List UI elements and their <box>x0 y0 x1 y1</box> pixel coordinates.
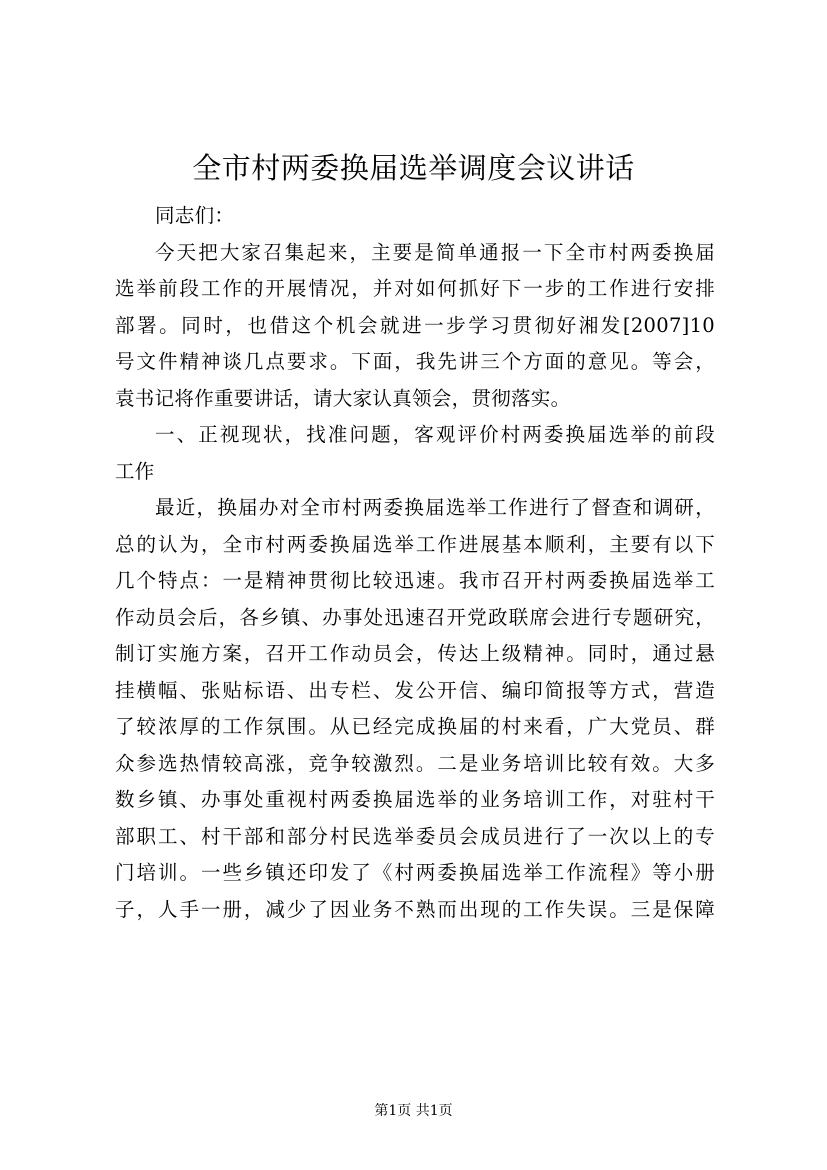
document-body <box>115 198 715 928</box>
text-line: 同志们： <box>155 204 235 227</box>
text-line: 号文件精神谈几点要求。下面，我先讲三个方面的意见。等会， <box>115 350 715 373</box>
text-line: 今天把大家召集起来，主要是简单通报一下全市村两委换届 <box>155 240 715 264</box>
text-line: 数乡镇、办事处重视村两委换届选举的业务培训工作，对驻村干 <box>115 788 715 811</box>
text-line: 制订实施方案，召开工作动员会，传达上级精神。同时，通过悬 <box>115 642 715 665</box>
text-line: 工作 <box>115 459 155 483</box>
text-line: 一、正视现状，找准问题，客观评价村两委换届选举的前段 <box>155 423 715 446</box>
document-title: 全市村两委换届选举调度会议讲话 <box>192 151 635 185</box>
text-line: 挂横幅、张贴标语、出专栏、发公开信、编印简报等方式，营造 <box>115 678 715 702</box>
text-line: 选举前段工作的开展情况，并对如何抓好下一步的工作进行安排 <box>115 277 715 300</box>
text-line: 几个特点：一是精神贯彻比较迅速。我市召开村两委换届选举工 <box>115 569 715 592</box>
text-line: 部署。同时，也借这个机会就进一步学习贯彻好湘发[2007]10 <box>115 313 715 337</box>
text-line: 门培训。一些乡镇还印发了《村两委换届选举工作流程》等小册 <box>115 861 715 884</box>
text-line: 了较浓厚的工作氛围。从已经完成换届的村来看，广大党员、群 <box>115 715 715 738</box>
text-line: 作动员会后，各乡镇、办事处迅速召开党政联席会进行专题研究， <box>115 605 715 629</box>
text-line: 部职工、村干部和部分村民选举委员会成员进行了一次以上的专 <box>115 824 715 848</box>
text-line: 袁书记将作重要讲话，请大家认真领会，贯彻落实。 <box>115 386 571 410</box>
text-line: 子，人手一册，减少了因业务不熟而出现的工作失误。三是保障 <box>115 897 715 921</box>
text-line: 总的认为，全市村两委换届选举工作进展基本顺利，主要有以下 <box>115 532 715 556</box>
text-line: 最近，换届办对全市村两委换届选举工作进行了督查和调研， <box>155 496 715 519</box>
page-footer: 第1页 共1页 <box>374 1103 453 1119</box>
text-line: 众参选热情较高涨，竞争较激烈。二是业务培训比较有效。大多 <box>115 751 715 775</box>
